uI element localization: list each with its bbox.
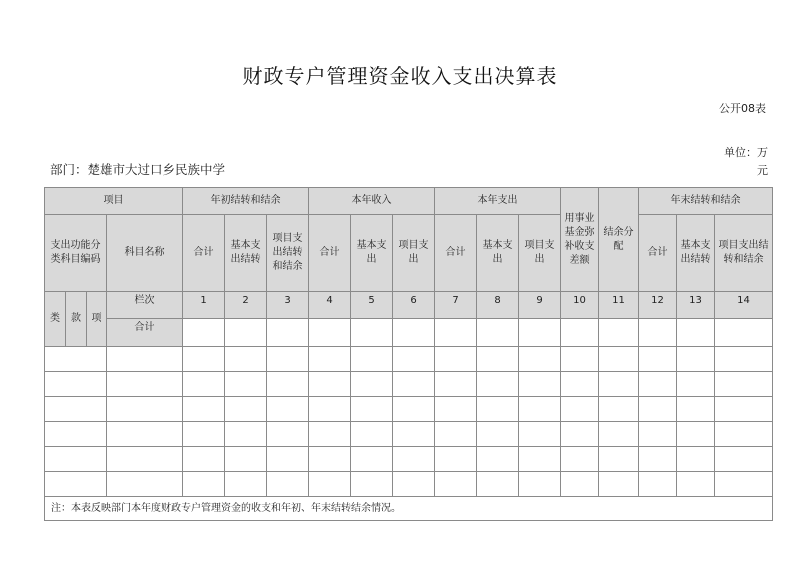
table-cell [677,447,715,472]
table-cell [393,472,435,497]
table-cell [393,447,435,472]
table-row [45,397,773,422]
table-cell [351,319,393,347]
column-number: 12 [639,292,677,319]
table-row [45,372,773,397]
header-income-total: 合计 [309,215,351,292]
table-cell [309,397,351,422]
code-part-class: 类 [45,292,66,347]
column-number: 7 [435,292,477,319]
table-cell [435,372,477,397]
table-cell [183,372,225,397]
table-cell [309,422,351,447]
table-cell [393,319,435,347]
table-cell [107,372,183,397]
table-cell [225,422,267,447]
table-cell [45,397,107,422]
table-cell [639,372,677,397]
table-cell [393,397,435,422]
header-career-fund: 用事业基金弥补收支差额 [561,188,599,292]
table-cell [519,472,561,497]
table-cell [561,372,599,397]
column-number: 4 [309,292,351,319]
table-cell [183,319,225,347]
table-cell [393,347,435,372]
column-number: 14 [715,292,773,319]
table-cell [519,319,561,347]
header-opening-basic: 基本支出结转 [225,215,267,292]
table-cell [639,472,677,497]
table-cell [393,422,435,447]
table-cell [639,319,677,347]
table-cell [639,347,677,372]
table-cell [225,397,267,422]
column-number: 6 [393,292,435,319]
table-cell [677,422,715,447]
column-number: 11 [599,292,639,319]
table-cell [599,397,639,422]
table-row [45,447,773,472]
table-cell [225,319,267,347]
table-cell [309,372,351,397]
table-cell [267,447,309,472]
table-cell [183,397,225,422]
table-cell [107,397,183,422]
table-cell [267,372,309,397]
column-number: 10 [561,292,599,319]
header-opening-balance: 年初结转和结余 [183,188,309,215]
table-cell [477,319,519,347]
table-cell [183,472,225,497]
unit-label: 单位：万元 [724,146,768,177]
table-cell [225,472,267,497]
table-cell [477,472,519,497]
table-cell [267,319,309,347]
header-expense: 本年支出 [435,188,561,215]
column-number: 8 [477,292,519,319]
column-index-label: 栏次 [107,292,183,319]
table-cell [599,372,639,397]
header-function-code: 支出功能分类科目编码 [45,215,107,292]
column-number: 2 [225,292,267,319]
table-cell [107,422,183,447]
table-cell [715,472,773,497]
final-accounts-table [44,187,773,521]
table-cell [715,397,773,422]
table-cell [677,372,715,397]
table-cell [639,397,677,422]
table-row [45,472,773,497]
header-expense-project: 项目支出 [519,215,561,292]
table-cell [267,347,309,372]
table-row [45,347,773,372]
table-cell [351,347,393,372]
table-cell [677,472,715,497]
table-cell [435,397,477,422]
code-part-section: 款 [66,292,87,347]
table-cell [183,447,225,472]
table-cell [225,447,267,472]
column-number: 9 [519,292,561,319]
table-cell [351,472,393,497]
header-surplus-distribution: 结余分配 [599,188,639,292]
table-cell [183,347,225,372]
column-number: 13 [677,292,715,319]
table-cell [435,447,477,472]
table-cell [519,372,561,397]
table-cell [267,397,309,422]
column-number: 3 [267,292,309,319]
column-number: 5 [351,292,393,319]
table-cell [107,472,183,497]
total-row-label: 合计 [107,319,183,347]
table-cell [393,372,435,397]
header-income-basic: 基本支出 [351,215,393,292]
table-cell [267,422,309,447]
table-cell [715,347,773,372]
code-part-item: 项 [87,292,107,347]
table-cell [309,319,351,347]
table-cell [561,319,599,347]
table-cell [107,347,183,372]
table-cell [561,447,599,472]
table-cell [435,347,477,372]
table-cell [639,447,677,472]
table-cell [45,447,107,472]
table-cell [45,422,107,447]
table-cell [519,347,561,372]
department-label: 部门：楚雄市大过口乡民族中学 [50,162,226,177]
header-ending-balance: 年末结转和结余 [639,188,773,215]
table-cell [351,397,393,422]
header-income-project: 项目支出 [393,215,435,292]
table-cell [477,347,519,372]
header-subject-name: 科目名称 [107,215,183,292]
table-cell [715,372,773,397]
table-cell [45,372,107,397]
table-cell [435,319,477,347]
table-cell [519,422,561,447]
table-cell [45,472,107,497]
table-cell [351,372,393,397]
table-cell [351,447,393,472]
table-cell [561,397,599,422]
table-cell [715,319,773,347]
table-cell [639,422,677,447]
table-cell [45,347,107,372]
header-expense-basic: 基本支出 [477,215,519,292]
report-title: 财政专户管理资金收入支出决算表 [242,64,558,88]
header-income: 本年收入 [309,188,435,215]
table-cell [561,422,599,447]
table-cell [351,422,393,447]
table-cell [599,447,639,472]
table-cell [677,319,715,347]
table-cell [309,347,351,372]
table-cell [225,347,267,372]
table-cell [309,447,351,472]
table-cell [715,422,773,447]
table-cell [435,422,477,447]
table-cell [519,447,561,472]
table-footnote: 注：本表反映部门本年度财政专户管理资金的收支和年初、年末结转结余情况。 [45,497,773,521]
header-opening-project: 项目支出结转和结余 [267,215,309,292]
form-number: 公开08表 [719,102,766,115]
header-expense-total: 合计 [435,215,477,292]
table-cell [477,372,519,397]
table-cell [477,447,519,472]
table-cell [107,447,183,472]
table-cell [599,472,639,497]
header-ending-project: 项目支出结转和结余 [715,215,773,292]
table-cell [309,472,351,497]
table-cell [225,372,267,397]
table-cell [677,347,715,372]
table-row [45,422,773,447]
header-opening-total: 合计 [183,215,225,292]
table-cell [519,397,561,422]
column-number: 1 [183,292,225,319]
table-cell [715,447,773,472]
table-cell [435,472,477,497]
table-cell [183,422,225,447]
header-ending-basic: 基本支出结转 [677,215,715,292]
table-cell [561,472,599,497]
table-cell [561,347,599,372]
table-cell [599,347,639,372]
table-cell [599,319,639,347]
table-cell [599,422,639,447]
header-item: 项目 [45,188,183,215]
table-cell [477,422,519,447]
table-cell [677,397,715,422]
table-cell [267,472,309,497]
table-cell [477,397,519,422]
header-ending-total: 合计 [639,215,677,292]
